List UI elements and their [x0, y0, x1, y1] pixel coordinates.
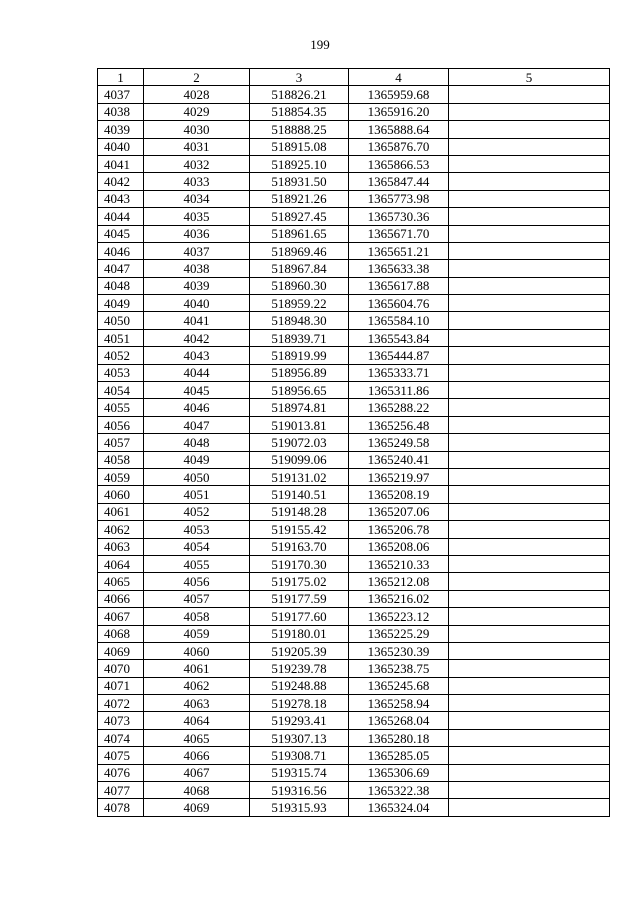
table-row — [98, 121, 610, 138]
table-cell: 4059 — [98, 468, 144, 485]
coordinates-table — [97, 68, 610, 817]
table-cell: 1365223.12 — [349, 608, 449, 625]
table-cell: 4055 — [98, 399, 144, 416]
table-cell: 4049 — [98, 295, 144, 312]
table-cell — [449, 382, 610, 399]
table-cell: 519177.59 — [250, 590, 349, 607]
table-row — [98, 277, 610, 294]
table-cell: 4057 — [144, 590, 250, 607]
table-row — [98, 329, 610, 346]
table-row — [98, 677, 610, 694]
table-cell — [449, 747, 610, 764]
table-cell: 519293.41 — [250, 712, 349, 729]
table-cell — [449, 590, 610, 607]
table-cell: 1365240.41 — [349, 451, 449, 468]
table-cell: 1365333.71 — [349, 364, 449, 381]
table-cell: 4032 — [144, 155, 250, 172]
table-cell: 4039 — [144, 277, 250, 294]
table-cell: 519248.88 — [250, 677, 349, 694]
table-row — [98, 382, 610, 399]
table-cell: 4066 — [144, 747, 250, 764]
table-row — [98, 399, 610, 416]
table-cell: 1365311.86 — [349, 382, 449, 399]
table-cell: 4077 — [98, 782, 144, 799]
table-cell: 519163.70 — [250, 538, 349, 555]
table-row — [98, 312, 610, 329]
table-cell: 4037 — [98, 86, 144, 103]
table-cell — [449, 208, 610, 225]
table-cell: 519177.60 — [250, 608, 349, 625]
table-cell: 518960.30 — [250, 277, 349, 294]
table-cell: 4047 — [98, 260, 144, 277]
table-cell: 4061 — [144, 660, 250, 677]
table-cell: 4073 — [98, 712, 144, 729]
table-cell: 4061 — [98, 503, 144, 520]
table-cell: 4043 — [98, 190, 144, 207]
column-header: 4 — [349, 69, 449, 86]
table-row — [98, 521, 610, 538]
table-cell: 4060 — [144, 642, 250, 659]
table-cell — [449, 86, 610, 103]
table-cell: 4045 — [144, 382, 250, 399]
table-cell: 4042 — [144, 329, 250, 346]
table-cell: 1365225.29 — [349, 625, 449, 642]
column-header: 1 — [98, 69, 144, 86]
table-cell: 1365219.97 — [349, 468, 449, 485]
table-cell: 4031 — [144, 138, 250, 155]
table-cell: 1365207.06 — [349, 503, 449, 520]
table-cell: 4033 — [144, 173, 250, 190]
table-cell — [449, 782, 610, 799]
table-row — [98, 695, 610, 712]
table-cell: 4054 — [98, 382, 144, 399]
table-cell: 4064 — [98, 555, 144, 572]
table-cell: 1365866.53 — [349, 155, 449, 172]
table-cell: 4048 — [98, 277, 144, 294]
table-cell: 519148.28 — [250, 503, 349, 520]
table-row — [98, 764, 610, 781]
table-cell: 1365584.10 — [349, 312, 449, 329]
table-cell: 4047 — [144, 416, 250, 433]
table-cell: 4067 — [98, 608, 144, 625]
table-cell — [449, 329, 610, 346]
table-cell — [449, 416, 610, 433]
table-cell: 1365671.70 — [349, 225, 449, 242]
table-cell — [449, 277, 610, 294]
page-number: 199 — [310, 37, 330, 52]
table-row — [98, 799, 610, 816]
table-cell: 4038 — [98, 103, 144, 120]
table-cell — [449, 312, 610, 329]
table-cell: 1365876.70 — [349, 138, 449, 155]
table-cell: 4062 — [98, 521, 144, 538]
table-cell: 519099.06 — [250, 451, 349, 468]
table-cell: 518927.45 — [250, 208, 349, 225]
table-cell: 4051 — [98, 329, 144, 346]
table-cell: 4044 — [144, 364, 250, 381]
table-cell: 1365208.06 — [349, 538, 449, 555]
table-cell: 4041 — [144, 312, 250, 329]
table-cell: 518959.22 — [250, 295, 349, 312]
table-cell: 4063 — [144, 695, 250, 712]
table-cell: 1365238.75 — [349, 660, 449, 677]
table-cell: 4048 — [144, 434, 250, 451]
table-cell — [449, 121, 610, 138]
table-cell: 1365604.76 — [349, 295, 449, 312]
table-cell: 519239.78 — [250, 660, 349, 677]
table-cell: 1365208.19 — [349, 486, 449, 503]
table-cell: 4068 — [144, 782, 250, 799]
table-cell: 518939.71 — [250, 329, 349, 346]
table-cell: 1365258.94 — [349, 695, 449, 712]
table-cell: 518915.08 — [250, 138, 349, 155]
table-cell: 519180.01 — [250, 625, 349, 642]
table-row — [98, 538, 610, 555]
table-cell — [449, 260, 610, 277]
table-row — [98, 747, 610, 764]
table-cell: 4078 — [98, 799, 144, 816]
table-cell: 518969.46 — [250, 242, 349, 259]
table-cell: 518888.25 — [250, 121, 349, 138]
table-cell: 4058 — [144, 608, 250, 625]
table-row — [98, 190, 610, 207]
table-cell: 4062 — [144, 677, 250, 694]
table-cell — [449, 538, 610, 555]
table-cell: 4041 — [98, 155, 144, 172]
table-cell — [449, 173, 610, 190]
table-row — [98, 642, 610, 659]
table-row — [98, 173, 610, 190]
table-body — [98, 86, 610, 816]
table-cell: 1365306.69 — [349, 764, 449, 781]
table-cell: 1365888.64 — [349, 121, 449, 138]
table-cell — [449, 468, 610, 485]
table-row — [98, 347, 610, 364]
table-row — [98, 295, 610, 312]
table-row — [98, 608, 610, 625]
table-cell: 1365730.36 — [349, 208, 449, 225]
table-cell: 1365633.38 — [349, 260, 449, 277]
table-row — [98, 590, 610, 607]
table-cell — [449, 190, 610, 207]
table-cell: 4043 — [144, 347, 250, 364]
table-cell: 4037 — [144, 242, 250, 259]
table-cell: 4052 — [144, 503, 250, 520]
table-cell: 1365268.04 — [349, 712, 449, 729]
table-cell: 519316.56 — [250, 782, 349, 799]
table-cell: 4050 — [98, 312, 144, 329]
table-cell — [449, 347, 610, 364]
table-row — [98, 434, 610, 451]
table-row — [98, 225, 610, 242]
table-cell — [449, 521, 610, 538]
table-cell: 4060 — [98, 486, 144, 503]
table-cell: 1365212.08 — [349, 573, 449, 590]
table-cell — [449, 295, 610, 312]
table-row — [98, 103, 610, 120]
table-cell: 4042 — [98, 173, 144, 190]
table-cell: 518854.35 — [250, 103, 349, 120]
table-cell: 4053 — [144, 521, 250, 538]
table-cell: 1365256.48 — [349, 416, 449, 433]
table-cell: 1365847.44 — [349, 173, 449, 190]
table-cell: 518956.65 — [250, 382, 349, 399]
table-cell: 1365322.38 — [349, 782, 449, 799]
table-cell: 4046 — [144, 399, 250, 416]
table-cell: 4066 — [98, 590, 144, 607]
table-row — [98, 86, 610, 103]
table-cell: 518948.30 — [250, 312, 349, 329]
table-cell: 4058 — [98, 451, 144, 468]
table-cell: 4064 — [144, 712, 250, 729]
table-cell: 1365916.20 — [349, 103, 449, 120]
table-cell: 4067 — [144, 764, 250, 781]
table-cell — [449, 573, 610, 590]
table-cell: 4049 — [144, 451, 250, 468]
table-cell — [449, 799, 610, 816]
table-cell: 1365210.33 — [349, 555, 449, 572]
table-cell: 518826.21 — [250, 86, 349, 103]
table-cell: 4052 — [98, 347, 144, 364]
table-cell: 4044 — [98, 208, 144, 225]
table-cell: 519072.03 — [250, 434, 349, 451]
table-cell: 4074 — [98, 729, 144, 746]
table-cell: 1365245.68 — [349, 677, 449, 694]
table-row — [98, 503, 610, 520]
table-row — [98, 208, 610, 225]
table-cell — [449, 695, 610, 712]
table-row — [98, 573, 610, 590]
table-row — [98, 660, 610, 677]
table-cell: 519315.93 — [250, 799, 349, 816]
table-cell: 4057 — [98, 434, 144, 451]
table-cell: 1365230.39 — [349, 642, 449, 659]
table-cell: 4029 — [144, 103, 250, 120]
table-header-row — [98, 69, 610, 86]
table-row — [98, 242, 610, 259]
table-cell — [449, 451, 610, 468]
table-cell — [449, 399, 610, 416]
table-cell — [449, 103, 610, 120]
table-cell: 518974.81 — [250, 399, 349, 416]
table-cell: 4068 — [98, 625, 144, 642]
table-cell: 518961.65 — [250, 225, 349, 242]
table-cell: 519155.42 — [250, 521, 349, 538]
table-cell: 4056 — [98, 416, 144, 433]
table-cell: 1365773.98 — [349, 190, 449, 207]
table-cell — [449, 242, 610, 259]
table-cell: 4030 — [144, 121, 250, 138]
table-cell — [449, 364, 610, 381]
table-row — [98, 364, 610, 381]
table-cell: 4038 — [144, 260, 250, 277]
table-cell — [449, 712, 610, 729]
table-cell: 519315.74 — [250, 764, 349, 781]
table-cell: 1365959.68 — [349, 86, 449, 103]
table-row — [98, 155, 610, 172]
column-header: 3 — [250, 69, 349, 86]
table-cell: 519308.71 — [250, 747, 349, 764]
table-row — [98, 555, 610, 572]
table-cell: 4076 — [98, 764, 144, 781]
table-cell: 518925.10 — [250, 155, 349, 172]
table-row — [98, 782, 610, 799]
table-cell: 4035 — [144, 208, 250, 225]
table-cell: 1365285.05 — [349, 747, 449, 764]
table-cell: 4034 — [144, 190, 250, 207]
table-cell — [449, 434, 610, 451]
table-cell: 518931.50 — [250, 173, 349, 190]
table-cell — [449, 225, 610, 242]
table-cell: 4070 — [98, 660, 144, 677]
table-cell: 4065 — [98, 573, 144, 590]
table-cell: 519205.39 — [250, 642, 349, 659]
table-cell: 1365206.78 — [349, 521, 449, 538]
table-cell: 1365651.21 — [349, 242, 449, 259]
table-cell: 4039 — [98, 121, 144, 138]
column-header: 5 — [449, 69, 610, 86]
table-cell: 4069 — [144, 799, 250, 816]
table-cell: 4054 — [144, 538, 250, 555]
table-row — [98, 416, 610, 433]
table-cell: 519170.30 — [250, 555, 349, 572]
table-cell: 4050 — [144, 468, 250, 485]
table-cell — [449, 503, 610, 520]
table-cell: 518919.99 — [250, 347, 349, 364]
table-cell: 1365324.04 — [349, 799, 449, 816]
table-row — [98, 712, 610, 729]
table-row — [98, 729, 610, 746]
table-cell: 4059 — [144, 625, 250, 642]
table-cell: 519140.51 — [250, 486, 349, 503]
table-cell — [449, 677, 610, 694]
table-cell — [449, 764, 610, 781]
table-cell: 519278.18 — [250, 695, 349, 712]
table-cell: 519175.02 — [250, 573, 349, 590]
table-cell: 4063 — [98, 538, 144, 555]
table-row — [98, 486, 610, 503]
table-cell: 519013.81 — [250, 416, 349, 433]
table-cell — [449, 555, 610, 572]
table-cell: 1365444.87 — [349, 347, 449, 364]
table-cell — [449, 486, 610, 503]
table-row — [98, 138, 610, 155]
table-cell — [449, 625, 610, 642]
table-cell: 4053 — [98, 364, 144, 381]
table-cell: 1365280.18 — [349, 729, 449, 746]
table-cell: 4040 — [98, 138, 144, 155]
table-cell: 4046 — [98, 242, 144, 259]
table-cell — [449, 608, 610, 625]
table-cell: 1365543.84 — [349, 329, 449, 346]
table-row — [98, 451, 610, 468]
table-cell: 4069 — [98, 642, 144, 659]
table-cell: 519131.02 — [250, 468, 349, 485]
table-cell — [449, 660, 610, 677]
table-cell — [449, 642, 610, 659]
table-row — [98, 625, 610, 642]
table-cell: 519307.13 — [250, 729, 349, 746]
table-cell: 4051 — [144, 486, 250, 503]
table-cell — [449, 729, 610, 746]
table-cell: 518921.26 — [250, 190, 349, 207]
table-row — [98, 468, 610, 485]
table-cell: 4075 — [98, 747, 144, 764]
table-cell: 4028 — [144, 86, 250, 103]
table-cell: 518956.89 — [250, 364, 349, 381]
table-cell: 4072 — [98, 695, 144, 712]
table-cell — [449, 138, 610, 155]
table-cell: 4036 — [144, 225, 250, 242]
table-cell: 4045 — [98, 225, 144, 242]
table-cell: 1365617.88 — [349, 277, 449, 294]
table-cell: 1365216.02 — [349, 590, 449, 607]
table-cell: 4040 — [144, 295, 250, 312]
table-cell: 518967.84 — [250, 260, 349, 277]
table-cell — [449, 155, 610, 172]
table-row — [98, 260, 610, 277]
table-cell: 1365249.58 — [349, 434, 449, 451]
table-cell: 4071 — [98, 677, 144, 694]
column-header: 2 — [144, 69, 250, 86]
table-cell: 4055 — [144, 555, 250, 572]
table-cell: 4056 — [144, 573, 250, 590]
table-cell: 4065 — [144, 729, 250, 746]
table-cell: 1365288.22 — [349, 399, 449, 416]
